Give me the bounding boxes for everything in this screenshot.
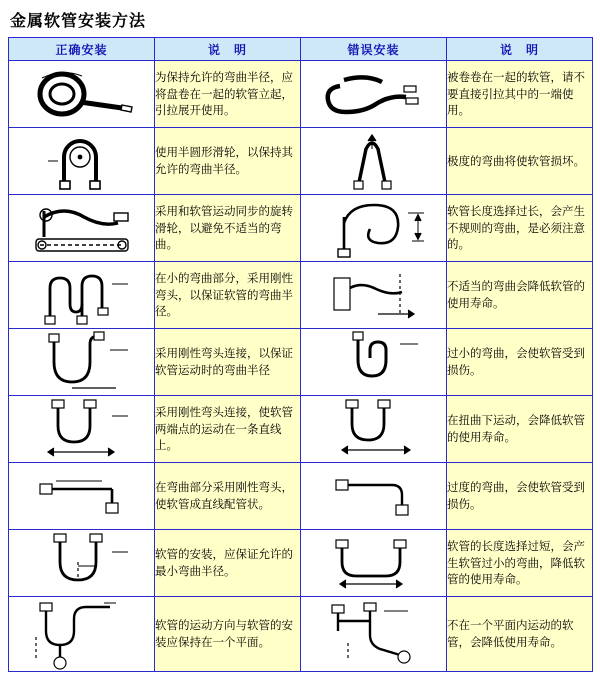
rigid-elbow-straight-piping-correct-icon: [9, 463, 155, 530]
wrong-description-text: 过度的弯曲，会使软管受到损伤。: [447, 463, 593, 530]
page-title: 金属软管安装方法: [10, 11, 147, 30]
correct-description-text: 软管的安装，应保证允许的最小弯曲半径。: [155, 530, 301, 597]
correct-description-text: 软管的运动方向与软管的安装应保持在一个平面。: [155, 597, 301, 672]
wrong-description-text: 软管的长度选择过短，会产生软管过小的弯曲，降低软管的使用寿命。: [447, 530, 593, 597]
excess-length-irregular-bend-wrong-icon: [301, 195, 447, 262]
table-row: [9, 128, 593, 195]
wrong-description-text: 不适当的弯曲会降低软管的使用寿命。: [447, 262, 593, 329]
wrong-description-text: 被卷卷在一起的软管，请不要直接引拉其中的一端使用。: [447, 61, 593, 128]
table-row: [9, 396, 593, 463]
twisting-motion-wrong-icon: [301, 396, 447, 463]
excessive-bend-wrong-icon: [301, 463, 447, 530]
too-long-small-bend-wrong-icon: [301, 530, 447, 597]
table-row: [9, 597, 593, 672]
correct-description-text: 采用和软管运动同步的旋转滑轮，以避免不适当的弯曲。: [155, 195, 301, 262]
rigid-bend-small-radius-correct-icon: [9, 262, 155, 329]
improper-bend-wrong-icon: [301, 262, 447, 329]
wrong-description-text: 极度的弯曲将使软管损坏。: [447, 128, 593, 195]
table-row: [9, 530, 593, 597]
header-wrong-install: 错误安装: [301, 38, 447, 61]
table-row: [9, 329, 593, 396]
semicircular-sheave-correct-icon: [9, 128, 155, 195]
minimum-bend-radius-install-correct-icon: [9, 530, 155, 597]
table-row: [9, 262, 593, 329]
coiled-hose-pulled-wrong-icon: [301, 61, 447, 128]
table-row: [9, 463, 593, 530]
correct-description-text: 采用刚性弯头连接，使软管两端点的运动在一条直线上。: [155, 396, 301, 463]
synchronized-rotating-sheave-correct-icon: [9, 195, 155, 262]
rigid-elbow-straight-line-correct-icon: [9, 396, 155, 463]
correct-description-text: 在小的弯曲部分，采用刚性弯头，以保证软管的弯曲半径。: [155, 262, 301, 329]
header-correct-install: 正确安装: [9, 38, 155, 61]
table-header-row: [9, 38, 593, 61]
correct-description-text: 使用半圆形滑轮，以保持其允许的弯曲半径。: [155, 128, 301, 195]
wrong-description-text: 软管长度选择过长，会产生不规则的弯曲，是必须注意的。: [447, 195, 593, 262]
table-row: [9, 61, 593, 128]
header-correct-description: 说 明: [155, 38, 301, 61]
header-wrong-description: 说 明: [447, 38, 593, 61]
wrong-description-text: 在扭曲下运动，会降低软管的使用寿命。: [447, 396, 593, 463]
wrong-description-text: 不在一个平面内运动的软管，会降低使用寿命。: [447, 597, 593, 672]
rigid-elbow-connection-correct-icon: [9, 329, 155, 396]
sharp-bend-wrong-icon: [301, 128, 447, 195]
correct-description-text: 为保持允许的弯曲半径，应将盘卷在一起的软管立起，引拉展开使用。: [155, 61, 301, 128]
not-same-plane-wrong-icon: [301, 597, 447, 672]
coiled-hose-flat-correct-icon: [9, 61, 155, 128]
too-small-bend-wrong-icon: [301, 329, 447, 396]
hose-installation-table: [8, 37, 593, 672]
wrong-description-text: 过小的弯曲，会使软管受到损伤。: [447, 329, 593, 396]
correct-description-text: 采用刚性弯头连接，以保证软管运动时的弯曲半径: [155, 329, 301, 396]
motion-same-plane-correct-icon: [9, 597, 155, 672]
table-row: [9, 195, 593, 262]
correct-description-text: 在弯曲部分采用刚性弯头，使软管成直线配管状。: [155, 463, 301, 530]
